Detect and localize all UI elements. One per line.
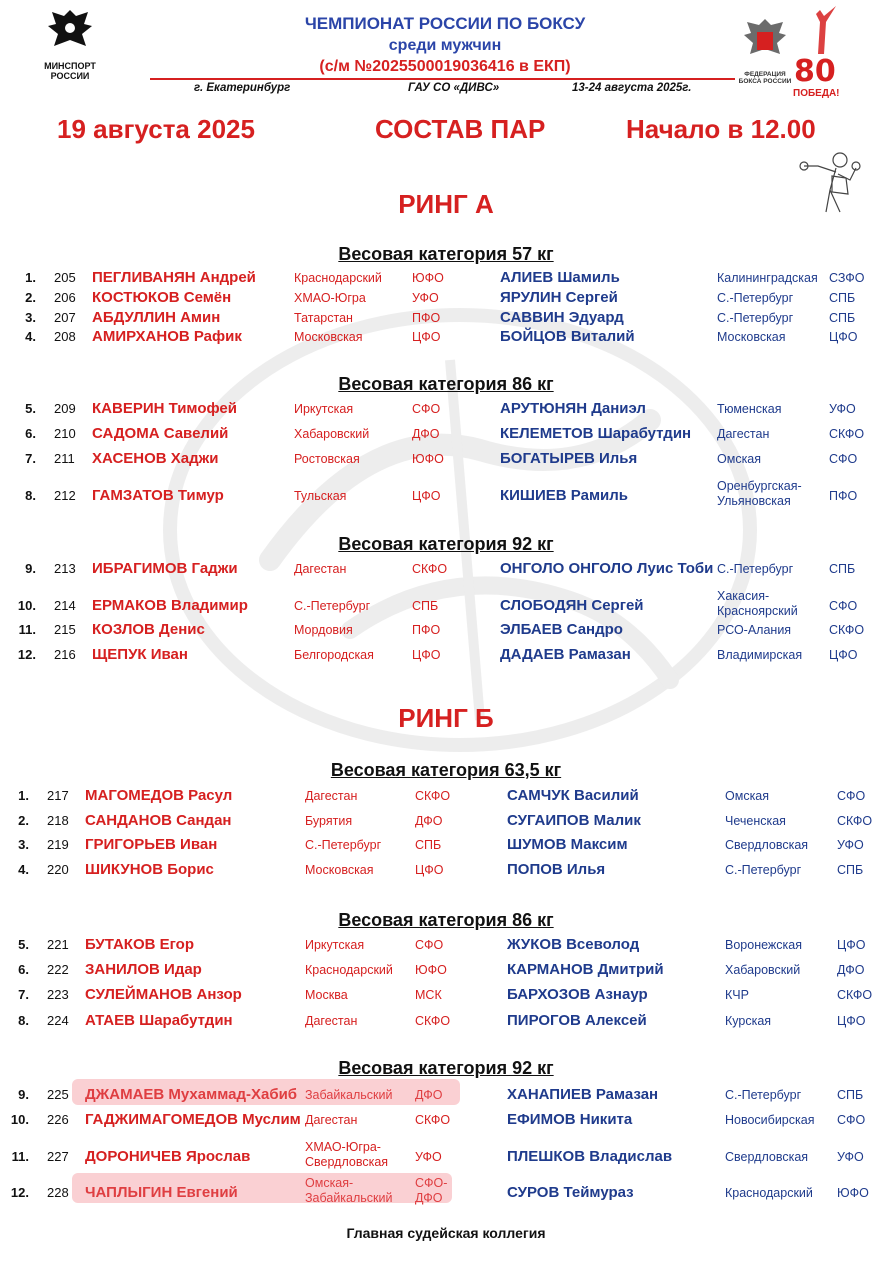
blue-corner-boxer: КАРМАНОВ Дмитрий bbox=[507, 961, 664, 978]
header-divider bbox=[150, 78, 735, 80]
red-corner-district: СПБ bbox=[415, 838, 442, 852]
blue-corner-boxer: БОЙЦОВ Виталий bbox=[500, 328, 635, 345]
bout-id: 220 bbox=[47, 862, 69, 877]
bout-order-number: 9. bbox=[25, 561, 36, 576]
blue-corner-boxer: ДАДАЕВ Рамазан bbox=[500, 646, 631, 663]
bout-id: 219 bbox=[47, 837, 69, 852]
victory-number: 80 bbox=[794, 54, 836, 89]
bout-id: 208 bbox=[54, 329, 76, 344]
red-corner-boxer: САДОМА Савелий bbox=[92, 425, 229, 442]
blue-corner-boxer: САВВИН Эдуард bbox=[500, 309, 624, 326]
blue-corner-boxer: БАРХОЗОВ Азнаур bbox=[507, 986, 648, 1003]
red-corner-boxer: АБДУЛЛИН Амин bbox=[92, 309, 221, 326]
blue-corner-boxer: КЕЛЕМЕТОВ Шарабутдин bbox=[500, 425, 692, 442]
blue-corner-region: Владимирская bbox=[717, 648, 803, 662]
red-corner-region: ХМАО-Югра bbox=[294, 291, 366, 305]
red-corner-region: Иркутская bbox=[305, 938, 365, 952]
championship-subtitle: среди мужчин bbox=[388, 37, 502, 54]
championship-title: ЧЕМПИОНАТ РОССИИ ПО БОКСУ bbox=[304, 14, 586, 33]
blue-corner-boxer: ЭЛБАЕВ Сандро bbox=[500, 621, 623, 638]
blue-corner-district: СПБ bbox=[837, 863, 864, 877]
blue-corner-district: СПБ bbox=[829, 562, 856, 576]
blue-corner-district: СПБ bbox=[837, 1088, 864, 1102]
red-corner-district: ЮФО bbox=[412, 452, 444, 466]
bout-id: 212 bbox=[54, 488, 76, 503]
blue-corner-region: Красноярский bbox=[717, 604, 798, 618]
blue-corner-district: ЦФО bbox=[829, 648, 858, 662]
weight-category-heading: Весовая категория 63,5 кг bbox=[330, 760, 562, 780]
weight-category-heading: Весовая категория 57 кг bbox=[338, 244, 554, 264]
bout-order-number: 5. bbox=[25, 401, 36, 416]
red-corner-district: УФО bbox=[412, 291, 439, 305]
red-corner-region: Белгородская bbox=[294, 648, 374, 662]
red-corner-region: Забайкальский bbox=[305, 1191, 393, 1205]
red-corner-region: Москва bbox=[305, 988, 348, 1002]
red-corner-region: Забайкальский bbox=[305, 1088, 393, 1102]
blue-corner-region: Воронежская bbox=[725, 938, 802, 952]
bout-order-number: 6. bbox=[18, 962, 29, 977]
bout-id: 209 bbox=[54, 401, 76, 416]
blue-corner-boxer: ЖУКОВ Всеволод bbox=[507, 936, 640, 953]
red-corner-district: ЦФО bbox=[412, 648, 441, 662]
bout-id: 224 bbox=[47, 1013, 69, 1028]
red-corner-district: УФО bbox=[415, 1150, 442, 1164]
blue-corner-district: СКФО bbox=[829, 427, 865, 441]
blue-corner-boxer: ПОПОВ Илья bbox=[507, 861, 606, 878]
blue-corner-region: Новосибирская bbox=[725, 1113, 815, 1127]
weight-category-heading: Весовая категория 92 кг bbox=[338, 534, 554, 554]
red-corner-boxer: КАВЕРИН Тимофей bbox=[92, 400, 237, 417]
weight-category-heading: Весовая категория 92 кг bbox=[338, 1058, 554, 1078]
banner-title: СОСТАВ ПАР bbox=[375, 114, 546, 144]
red-corner-boxer: МАГОМЕДОВ Расул bbox=[85, 787, 233, 804]
bout-id: 211 bbox=[54, 451, 75, 466]
blue-corner-boxer: ПЛЕШКОВ Владислав bbox=[507, 1148, 673, 1165]
bout-id: 213 bbox=[54, 561, 76, 576]
red-corner-district: СКФО bbox=[415, 1014, 451, 1028]
red-corner-region: Московская bbox=[305, 863, 374, 877]
blue-corner-district: ЮФО bbox=[837, 1186, 869, 1200]
blue-corner-boxer: ШУМОВ Максим bbox=[507, 836, 628, 853]
ekp-number: (с/м №2025500019036416 в ЕКП) bbox=[319, 58, 571, 75]
bout-order-number: 11. bbox=[18, 622, 36, 637]
blue-corner-boxer: АЛИЕВ Шамиль bbox=[500, 269, 620, 286]
federation-logo bbox=[736, 16, 794, 86]
blue-corner-district: ДФО bbox=[837, 963, 865, 977]
blue-corner-boxer: СУРОВ Теймураз bbox=[507, 1184, 634, 1201]
red-corner-district: ДФО bbox=[415, 1088, 443, 1102]
red-corner-district: ДФО bbox=[415, 814, 443, 828]
chief-judges-footer: Главная судейская коллегия bbox=[346, 1225, 546, 1241]
bout-order-number: 5. bbox=[18, 937, 29, 952]
red-corner-region: С.-Петербург bbox=[305, 838, 382, 852]
red-corner-district: ЮФО bbox=[412, 271, 444, 285]
red-corner-boxer: ЕРМАКОВ Владимир bbox=[92, 597, 248, 614]
red-corner-region: Татарстан bbox=[294, 311, 353, 325]
banner-date: 19 августа 2025 bbox=[57, 114, 255, 144]
red-corner-district: ПФО bbox=[412, 311, 441, 325]
bout-id: 228 bbox=[47, 1185, 69, 1200]
red-corner-district: ПФО bbox=[412, 623, 441, 637]
bout-order-number: 1. bbox=[25, 270, 36, 285]
bout-id: 210 bbox=[54, 426, 76, 441]
red-corner-region: Дагестан bbox=[305, 789, 358, 803]
red-corner-boxer: ИБРАГИМОВ Гаджи bbox=[92, 560, 238, 577]
bout-id: 225 bbox=[47, 1087, 69, 1102]
victory-label: ПОБЕДА! bbox=[793, 88, 840, 99]
red-corner-region: Дагестан bbox=[305, 1113, 358, 1127]
red-corner-district: СКФО bbox=[412, 562, 448, 576]
bout-id: 206 bbox=[54, 290, 76, 305]
blue-corner-boxer: САМЧУК Василий bbox=[507, 787, 639, 804]
event-dates: 13-24 августа 2025г. bbox=[572, 82, 692, 94]
red-corner-region: Краснодарский bbox=[305, 963, 393, 977]
red-corner-district: СКФО bbox=[415, 789, 451, 803]
red-corner-district: СФО- bbox=[415, 1176, 448, 1190]
red-corner-region: С.-Петербург bbox=[294, 599, 371, 613]
blue-corner-district: СФО bbox=[829, 452, 858, 466]
blue-corner-region: Оренбургская- bbox=[717, 479, 802, 493]
weight-category-heading: Весовая категория 86 кг bbox=[338, 374, 554, 394]
blue-corner-region: Омская bbox=[725, 789, 770, 803]
red-corner-boxer: КОСТЮКОВ Семён bbox=[92, 289, 232, 306]
red-corner-region: Иркутская bbox=[294, 402, 354, 416]
bout-order-number: 8. bbox=[25, 488, 36, 503]
red-corner-boxer: ДОРОНИЧЕВ Ярослав bbox=[85, 1148, 251, 1165]
red-corner-district: ДФО bbox=[415, 1191, 443, 1205]
bout-id: 217 bbox=[47, 788, 69, 803]
bout-id: 216 bbox=[54, 647, 76, 662]
blue-corner-region: Хакасия- bbox=[717, 589, 770, 603]
bout-order-number: 3. bbox=[25, 310, 36, 325]
red-corner-region: Дагестан bbox=[305, 1014, 358, 1028]
bout-id: 215 bbox=[54, 622, 76, 637]
red-corner-boxer: ГАДЖИМАГОМЕДОВ Муслим bbox=[85, 1111, 301, 1128]
bout-id: 207 bbox=[54, 310, 76, 325]
bout-order-number: 4. bbox=[18, 862, 29, 877]
bout-id: 221 bbox=[47, 937, 69, 952]
blue-corner-boxer: КИШИЕВ Рамиль bbox=[500, 487, 629, 504]
motherland-statue-icon bbox=[790, 4, 850, 56]
bout-order-number: 6. bbox=[25, 426, 36, 441]
bout-id: 218 bbox=[47, 813, 69, 828]
blue-corner-district: СФО bbox=[837, 789, 866, 803]
blue-corner-district: УФО bbox=[837, 838, 864, 852]
blue-corner-boxer: ХАНАПИЕВ Рамазан bbox=[507, 1086, 659, 1103]
blue-corner-region: Московская bbox=[717, 330, 786, 344]
victory-80-logo bbox=[790, 4, 850, 100]
red-corner-district: МСК bbox=[415, 988, 442, 1002]
blue-corner-boxer: СЛОБОДЯН Сергей bbox=[500, 597, 644, 614]
blue-corner-district: УФО bbox=[837, 1150, 864, 1164]
red-corner-boxer: ГРИГОРЬЕВ Иван bbox=[85, 836, 218, 853]
red-corner-boxer: ЩЕПУК Иван bbox=[92, 646, 188, 663]
blue-corner-district: СКФО bbox=[837, 814, 873, 828]
blue-corner-boxer: ПИРОГОВ Алексей bbox=[507, 1012, 647, 1029]
blue-corner-boxer: АРУТЮНЯН Даниэл bbox=[500, 400, 646, 417]
red-corner-region: Мордовия bbox=[294, 623, 353, 637]
blue-corner-district: СЗФО bbox=[829, 271, 865, 285]
blue-corner-region: Чеченская bbox=[725, 814, 786, 828]
blue-corner-region: Свердловская bbox=[725, 838, 809, 852]
red-corner-boxer: АТАЕВ Шарабутдин bbox=[85, 1012, 233, 1029]
bout-order-number: 11. bbox=[11, 1149, 29, 1164]
bout-order-number: 8. bbox=[18, 1013, 29, 1028]
red-corner-boxer: ГАМЗАТОВ Тимур bbox=[92, 487, 224, 504]
federation-label: ФЕДЕРАЦИЯ БОКСА РОССИИ bbox=[738, 71, 792, 85]
bout-order-number: 10. bbox=[10, 1112, 29, 1127]
blue-corner-district: ЦФО bbox=[837, 1014, 866, 1028]
red-corner-district: ЦФО bbox=[412, 489, 441, 503]
blue-corner-district: ПФО bbox=[829, 489, 858, 503]
red-corner-boxer: ШИКУНОВ Борис bbox=[85, 861, 214, 878]
event-city: г. Екатеринбург bbox=[194, 82, 291, 94]
red-corner-region: Хабаровский bbox=[294, 427, 370, 441]
bout-order-number: 7. bbox=[18, 987, 29, 1002]
red-corner-boxer: ХАСЕНОВ Хаджи bbox=[92, 450, 219, 467]
red-corner-boxer: ЗАНИЛОВ Идар bbox=[85, 961, 202, 978]
bout-id: 222 bbox=[47, 962, 69, 977]
blue-corner-region: КЧР bbox=[725, 988, 749, 1002]
red-corner-district: ЦФО bbox=[412, 330, 441, 344]
blue-corner-region: РСО-Алания bbox=[717, 623, 792, 637]
bout-id: 205 bbox=[54, 270, 76, 285]
highlighter-mark bbox=[72, 1079, 460, 1105]
blue-corner-region: Тюменская bbox=[717, 402, 782, 416]
highlighter-mark bbox=[72, 1173, 452, 1203]
event-venue: ГАУ СО «ДИВС» bbox=[408, 82, 500, 94]
ministry-label: МИНСПОРТ РОССИИ bbox=[44, 61, 96, 81]
blue-corner-boxer: ОНГОЛО ОНГОЛО Луис Тоби bbox=[500, 560, 714, 577]
red-corner-boxer: САНДАНОВ Сандан bbox=[85, 812, 232, 829]
blue-corner-district: СПБ bbox=[829, 311, 856, 325]
blue-corner-boxer: СУГАИПОВ Малик bbox=[507, 812, 641, 829]
bout-id: 226 bbox=[47, 1112, 69, 1127]
blue-corner-region: Дагестан bbox=[717, 427, 770, 441]
bout-order-number: 12. bbox=[17, 647, 36, 662]
blue-corner-region: С.-Петербург bbox=[725, 863, 802, 877]
red-corner-boxer: ДЖАМАЕВ Мухаммад-Хабиб bbox=[85, 1086, 298, 1103]
red-corner-district: СКФО bbox=[415, 1113, 451, 1127]
eagle-emblem-icon bbox=[42, 6, 98, 56]
blue-corner-district: ЦФО bbox=[829, 330, 858, 344]
red-corner-region: Бурятия bbox=[305, 814, 353, 828]
blue-corner-boxer: ЯРУЛИН Сергей bbox=[500, 289, 618, 306]
blue-corner-region: С.-Петербург bbox=[717, 291, 794, 305]
red-corner-boxer: ЧАПЛЫГИН Евгений bbox=[85, 1184, 238, 1201]
bout-order-number: 4. bbox=[25, 329, 36, 344]
red-corner-region: Омская- bbox=[305, 1176, 354, 1190]
blue-corner-district: СКФО bbox=[829, 623, 865, 637]
red-corner-boxer: КОЗЛОВ Денис bbox=[92, 621, 205, 638]
bout-id: 223 bbox=[47, 987, 69, 1002]
blue-corner-region: Свердловская bbox=[725, 1150, 809, 1164]
red-corner-region: Свердловская bbox=[305, 1155, 389, 1169]
bout-id: 214 bbox=[54, 598, 76, 613]
red-corner-region: Краснодарский bbox=[294, 271, 382, 285]
red-corner-district: ЮФО bbox=[415, 963, 447, 977]
banner-start-time: Начало в 12.00 bbox=[626, 114, 816, 144]
bout-order-number: 10. bbox=[17, 598, 36, 613]
blue-corner-region: Калининградская bbox=[717, 271, 818, 285]
red-corner-region: ХМАО-Югра- bbox=[305, 1140, 381, 1154]
ring-b-title: РИНГ Б bbox=[398, 703, 494, 733]
red-corner-region: Московская bbox=[294, 330, 363, 344]
blue-corner-region: С.-Петербург bbox=[717, 562, 794, 576]
bout-order-number: 7. bbox=[25, 451, 36, 466]
bout-id: 227 bbox=[47, 1149, 69, 1164]
blue-corner-district: УФО bbox=[829, 402, 856, 416]
red-corner-boxer: АМИРХАНОВ Рафик bbox=[92, 328, 242, 345]
blue-corner-region: Краснодарский bbox=[725, 1186, 813, 1200]
red-corner-boxer: ПЕГЛИВАНЯН Андрей bbox=[92, 269, 256, 286]
blue-corner-region: Омская bbox=[717, 452, 762, 466]
bout-order-number: 2. bbox=[25, 290, 36, 305]
red-corner-region: Дагестан bbox=[294, 562, 347, 576]
blue-corner-region: Курская bbox=[725, 1014, 772, 1028]
blue-corner-district: ЦФО bbox=[837, 938, 866, 952]
blue-corner-boxer: ЕФИМОВ Никита bbox=[507, 1111, 633, 1128]
red-corner-district: СПБ bbox=[412, 599, 439, 613]
red-corner-boxer: БУТАКОВ Егор bbox=[85, 936, 194, 953]
red-corner-boxer: СУЛЕЙМАНОВ Анзор bbox=[85, 986, 242, 1003]
federation-emblem-icon bbox=[739, 16, 791, 66]
ministry-logo bbox=[38, 6, 102, 86]
red-corner-region: Тульская bbox=[294, 489, 347, 503]
blue-corner-boxer: БОГАТЫРЕВ Илья bbox=[500, 450, 638, 467]
blue-corner-region: С.-Петербург bbox=[725, 1088, 802, 1102]
red-corner-district: ЦФО bbox=[415, 863, 444, 877]
bout-order-number: 12. bbox=[10, 1185, 29, 1200]
red-corner-district: ДФО bbox=[412, 427, 440, 441]
red-corner-district: СФО bbox=[412, 402, 441, 416]
blue-corner-district: СПБ bbox=[829, 291, 856, 305]
blue-corner-region: Хабаровский bbox=[725, 963, 801, 977]
blue-corner-district: СФО bbox=[829, 599, 858, 613]
red-corner-region: Ростовская bbox=[294, 452, 360, 466]
blue-corner-region: Ульяновская bbox=[717, 494, 791, 508]
bout-order-number: 9. bbox=[18, 1087, 29, 1102]
blue-corner-district: СФО bbox=[837, 1113, 866, 1127]
bout-order-number: 2. bbox=[18, 813, 29, 828]
weight-category-heading: Весовая категория 86 кг bbox=[338, 910, 554, 930]
monument-watermark-icon bbox=[150, 300, 770, 760]
blue-corner-district: СКФО bbox=[837, 988, 873, 1002]
red-corner-district: СФО bbox=[415, 938, 444, 952]
ring-a-title: РИНГ А bbox=[398, 189, 494, 219]
blue-corner-region: С.-Петербург bbox=[717, 311, 794, 325]
bout-order-number: 3. bbox=[18, 837, 29, 852]
bout-order-number: 1. bbox=[18, 788, 29, 803]
